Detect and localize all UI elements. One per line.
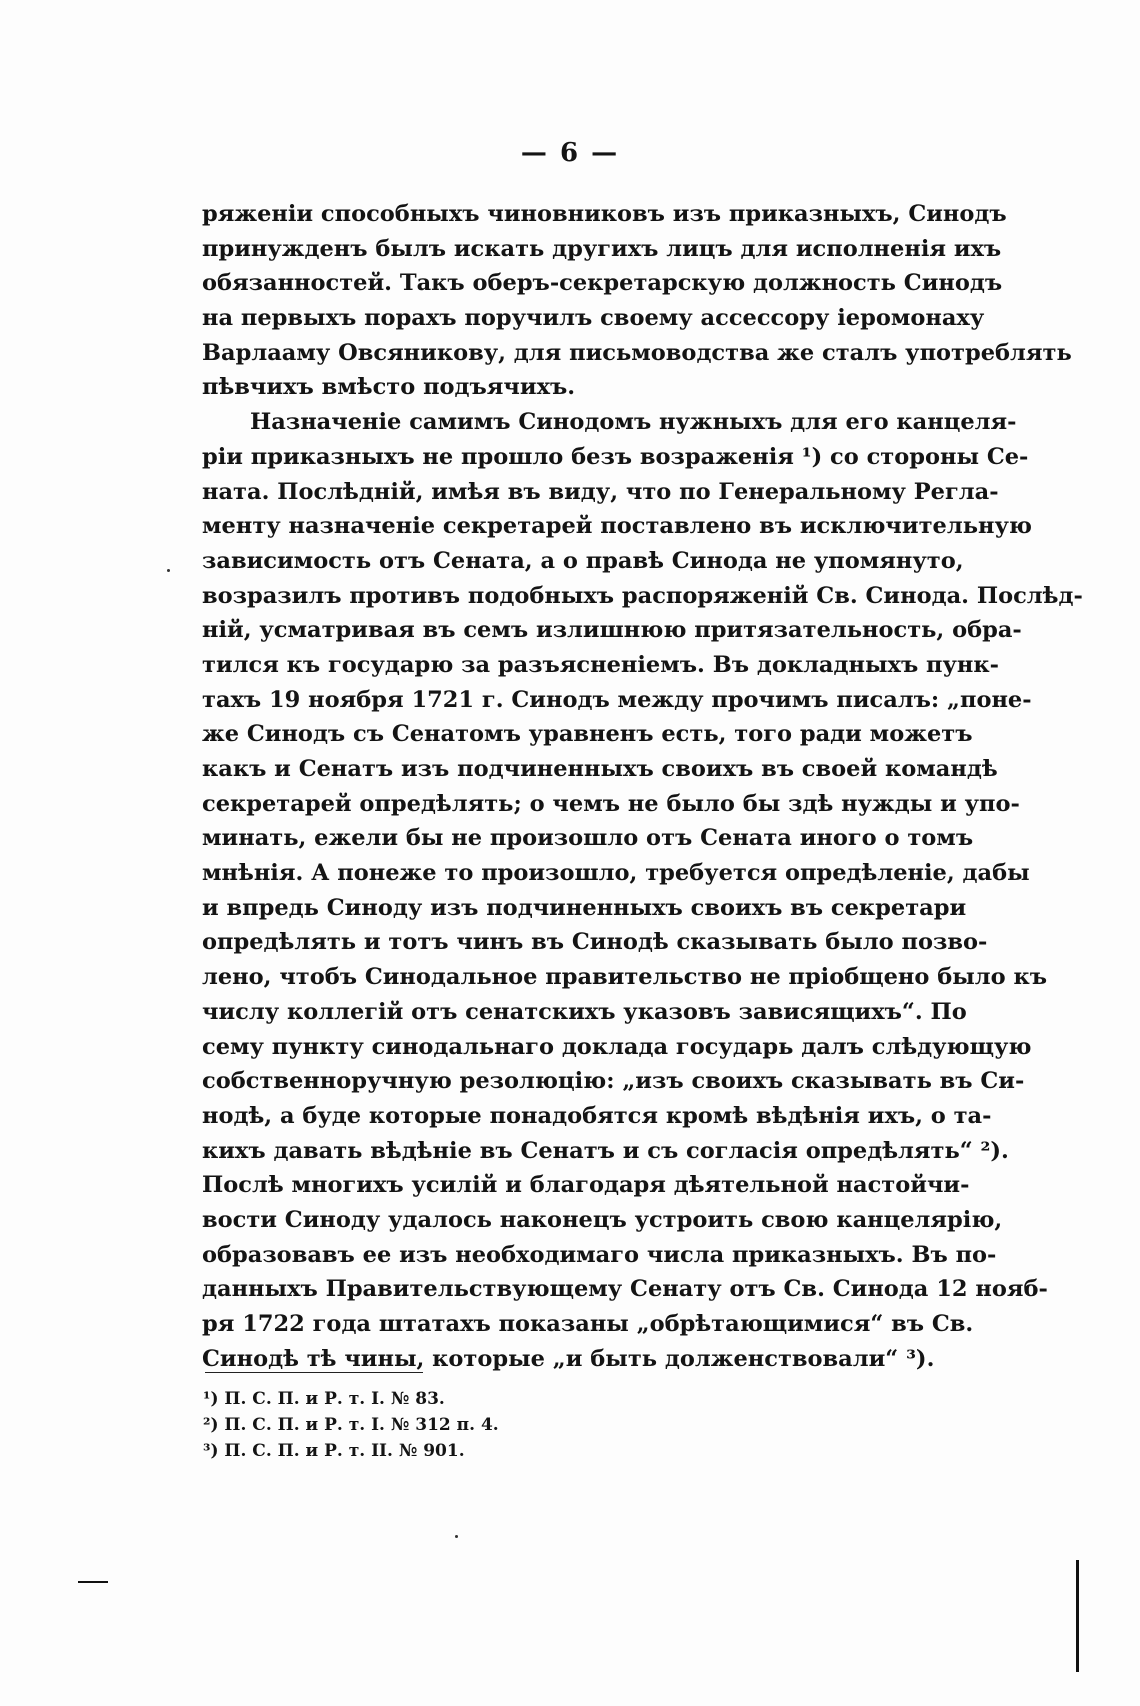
text-line: данныхъ Правительствующему Сенату отъ Св. Синода 12 нояб- [202, 1276, 1048, 1303]
text-line: менту назначеніе секретарей поставлено въ исключительную [202, 513, 1032, 540]
text-line: пѣвчихъ вмѣсто подъячихъ. [202, 374, 576, 401]
text-line: же Синодъ съ Сенатомъ уравненъ есть, того ради можетъ [202, 721, 973, 748]
print-speck [455, 1535, 458, 1538]
text-line: вости Синоду удалось наконецъ устроить свою канцелярію, [202, 1206, 1003, 1233]
text-line: ній, усматривая въ семъ излишнюю притязательность, обра- [202, 617, 1022, 644]
text-line: сему пункту синодальнаго доклада государь далъ слѣдующую [202, 1033, 1032, 1060]
footnote-divider [205, 1372, 423, 1373]
text-line: принужденъ былъ искать другихъ лицъ для исполненія ихъ [202, 235, 1002, 262]
text-line: на первыхъ порахъ поручилъ своему ассессору іеромонаху [202, 305, 985, 332]
text-line: Послѣ многихъ усилій и благодаря дѣятельной настойчи- [202, 1172, 970, 1199]
text-line: ря 1722 года штатахъ показаны „обрѣтающимися“ въ Св. [202, 1311, 974, 1337]
text-line: секретарей опредѣлять; о чемъ не было бы здѣ нужды и упо- [202, 790, 1020, 817]
text-line: зависимость отъ Сената, а о правѣ Синода не упомянуто, [202, 547, 964, 574]
text-line: числу коллегій отъ сенатскихъ указовъ зависящихъ“. По [202, 998, 967, 1025]
text-line: Синодѣ тѣ чины, которые „и быть долженствовали“ ³). [202, 1345, 935, 1372]
text-line: кихъ давать вѣдѣніе въ Сенатъ и съ согласія опредѣлять“ ²). [202, 1137, 1009, 1164]
text-line: Назначеніе самимъ Синодомъ нужныхъ для его канцеля- [250, 409, 1017, 436]
footnote: ²) П. С. П. и Р. т. I. № 312 п. 4. [203, 1415, 499, 1435]
text-line: какъ и Сенатъ изъ подчиненныхъ своихъ въ своей командѣ [202, 756, 998, 782]
right-margin-mark [1076, 1560, 1079, 1672]
text-line: собственноручную резолюцію: „изъ своихъ сказывать въ Си- [202, 1068, 1025, 1095]
text-line: ряженіи способныхъ чиновниковъ изъ приказныхъ, Синодъ [202, 201, 1007, 227]
text-line: тился къ государю за разъясненіемъ. Въ докладныхъ пунк- [202, 651, 999, 678]
text-line: ріи приказныхъ не прошло безъ возраженія ¹) со стороны Се- [202, 443, 1029, 470]
text-line: тахъ 19 ноября 1721 г. Синодъ между прочимъ писалъ: „поне- [202, 686, 1032, 713]
body-text [202, 197, 1083, 1376]
text-line: возразилъ противъ подобныхъ распоряженій Св. Синода. Послѣд- [202, 582, 1083, 609]
page-number: — 6 — [520, 138, 620, 168]
print-speck [167, 569, 170, 572]
footnote: ³) П. С. П. и Р. т. II. № 901. [203, 1441, 465, 1461]
footnotes [203, 1386, 499, 1464]
text-line: обязанностей. Такъ оберъ-секретарскую должность Синодъ [202, 270, 1003, 297]
text-line: лено, чтобъ Синодальное правительство не пріобщено было къ [202, 964, 1047, 991]
text-line: нодѣ, а буде которые понадобятся кромѣ вѣдѣнія ихъ, о та- [202, 1102, 992, 1129]
text-line: образовавъ ее изъ необходимаго числа приказныхъ. Въ по- [202, 1241, 997, 1268]
text-line: Варлааму Овсяникову, для письмоводства же сталъ употреблять [202, 339, 1072, 366]
footnote: ¹) П. С. П. и Р. т. I. № 83. [203, 1389, 445, 1409]
text-line: мнѣнія. А понеже то произошло, требуется опредѣленіе, дабы [202, 860, 1030, 887]
text-line: ната. Послѣдній, имѣя въ виду, что по Генеральному Регла- [202, 478, 999, 505]
text-line: и впредь Синоду изъ подчиненныхъ своихъ въ секретари [202, 894, 967, 921]
text-line: минать, ежели бы не произошло отъ Сената иного о томъ [202, 825, 974, 852]
text-line: опредѣлять и тотъ чинъ въ Синодѣ сказывать было позво- [202, 929, 988, 956]
left-margin-mark [78, 1581, 108, 1583]
